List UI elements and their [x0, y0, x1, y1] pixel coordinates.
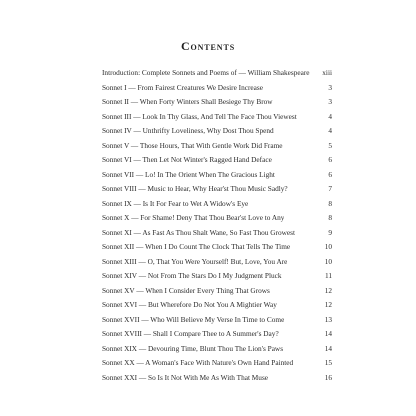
toc-entry-title: Sonnet III — Look In Thy Glass, And Tell The Face Thou Viewest — [102, 111, 297, 121]
toc-entry-title: Sonnet XI — As Fast As Thou Shalt Wane, So Fast Thou Growest — [102, 227, 295, 237]
toc-entry[interactable] — [102, 66, 332, 81]
toc-entry-page: 14 — [324, 343, 332, 353]
toc-entry-title: Sonnet II — When Forty Winters Shall Besiege Thy Brow — [102, 97, 273, 106]
toc-entry-title: Sonnet IV — Unthrifty Loveliness, Why Dost Thou Spend — [102, 126, 274, 135]
toc-entry-title: Sonnet VIII — Music to Hear, Why Hear'st Thou Music Sadly? — [102, 184, 288, 193]
toc-entry[interactable] — [102, 342, 332, 357]
toc-entry-title: Introduction: Complete Sonnets and Poems of — William Shakespeare — [102, 68, 310, 77]
toc-entry-title: Sonnet XV — When I Consider Every Thing That Grows — [102, 285, 270, 295]
toc-entry-page: 4 — [328, 111, 332, 121]
toc-entry-page: 6 — [328, 155, 332, 164]
toc-entry-page: 14 — [324, 329, 332, 338]
page-title: Contents — [180, 39, 236, 53]
toc-entry-page: 15 — [324, 358, 332, 367]
toc-entry-page: 16 — [324, 372, 332, 382]
toc-entry-title: Sonnet XVIII — Shall I Compare Thee to A Summer's Day? — [102, 329, 279, 338]
toc-entry[interactable] — [102, 313, 332, 328]
toc-entry-title: Sonnet VI — Then Let Not Winter's Ragged Hand Deface — [102, 155, 272, 164]
toc-entry[interactable] — [102, 197, 332, 212]
toc-entry-title: Sonnet XIX — Devouring Time, Blunt Thou The Lion's Paws — [102, 343, 284, 353]
toc-entry[interactable] — [102, 284, 332, 299]
toc-entry-title: Sonnet XIV — Not From The Stars Do I My Judgment Pluck — [102, 271, 282, 280]
toc-entry-title: Sonnet XII — When I Do Count The Clock That Tells The Time — [102, 242, 291, 251]
toc-entry[interactable] — [102, 95, 332, 110]
toc-entry-title: Sonnet XVII — Who Will Believe My Verse In Time to Come — [102, 314, 285, 324]
toc-entry-page: 3 — [328, 82, 332, 92]
toc-entry-title: Sonnet XXI — So Is It Not With Me As With That Muse — [102, 372, 269, 382]
toc-entry[interactable] — [102, 168, 332, 183]
toc-entry-title: Sonnet XX — A Woman's Face With Nature's Own Hand Painted — [102, 358, 294, 367]
toc-entry-title: Sonnet I — From Fairest Creatures We Desire Increase — [102, 82, 263, 92]
toc-entry-page: 7 — [328, 184, 332, 193]
toc-entry-page: 12 — [324, 300, 332, 309]
toc-entry[interactable] — [102, 124, 332, 139]
toc-entry-page: 5 — [328, 140, 332, 150]
table-of-contents — [102, 66, 332, 385]
toc-entry[interactable] — [102, 139, 332, 154]
toc-entry-page: 4 — [328, 126, 332, 135]
toc-entry[interactable] — [102, 81, 332, 96]
toc-entry-title: Sonnet XVI — But Wherefore Do Not You A Mightier Way — [102, 300, 277, 309]
toc-entry[interactable] — [102, 153, 332, 168]
toc-entry-title: Sonnet XIII — O, That You Were Yourself! But, Love, You Are — [102, 256, 288, 266]
toc-entry[interactable] — [102, 226, 332, 241]
toc-entry-title: Sonnet VII — Lo! In The Orient When The Gracious Light — [102, 169, 275, 179]
toc-entry-title: Sonnet X — For Shame! Deny That Thou Bear'st Love to Any — [102, 213, 285, 222]
toc-entry[interactable] — [102, 211, 332, 226]
toc-entry[interactable] — [102, 298, 332, 313]
toc-entry-page: 9 — [328, 227, 332, 237]
toc-entry-title: Sonnet IX — Is It For Fear to Wet A Widow's Eye — [102, 198, 249, 208]
toc-entry-page: xiii — [322, 68, 332, 77]
toc-entry-page: 6 — [328, 169, 332, 179]
toc-entry[interactable] — [102, 356, 332, 371]
toc-entry[interactable] — [102, 327, 332, 342]
toc-entry-page: 12 — [324, 285, 332, 295]
toc-entry[interactable] — [102, 269, 332, 284]
toc-entry[interactable] — [102, 182, 332, 197]
toc-entry[interactable] — [102, 255, 332, 270]
toc-entry-page: 8 — [328, 213, 332, 222]
toc-entry-title: Sonnet V — Those Hours, That With Gentle Work Did Frame — [102, 140, 283, 150]
toc-entry-page: 3 — [328, 97, 332, 106]
toc-entry-page: 8 — [328, 198, 332, 208]
toc-entry-page: 10 — [324, 256, 332, 266]
toc-entry-page: 11 — [324, 271, 332, 280]
toc-entry[interactable] — [102, 240, 332, 255]
toc-entry-page: 13 — [324, 314, 332, 324]
toc-entry[interactable] — [102, 110, 332, 125]
toc-entry-page: 10 — [324, 242, 332, 251]
toc-entry[interactable] — [102, 371, 332, 386]
